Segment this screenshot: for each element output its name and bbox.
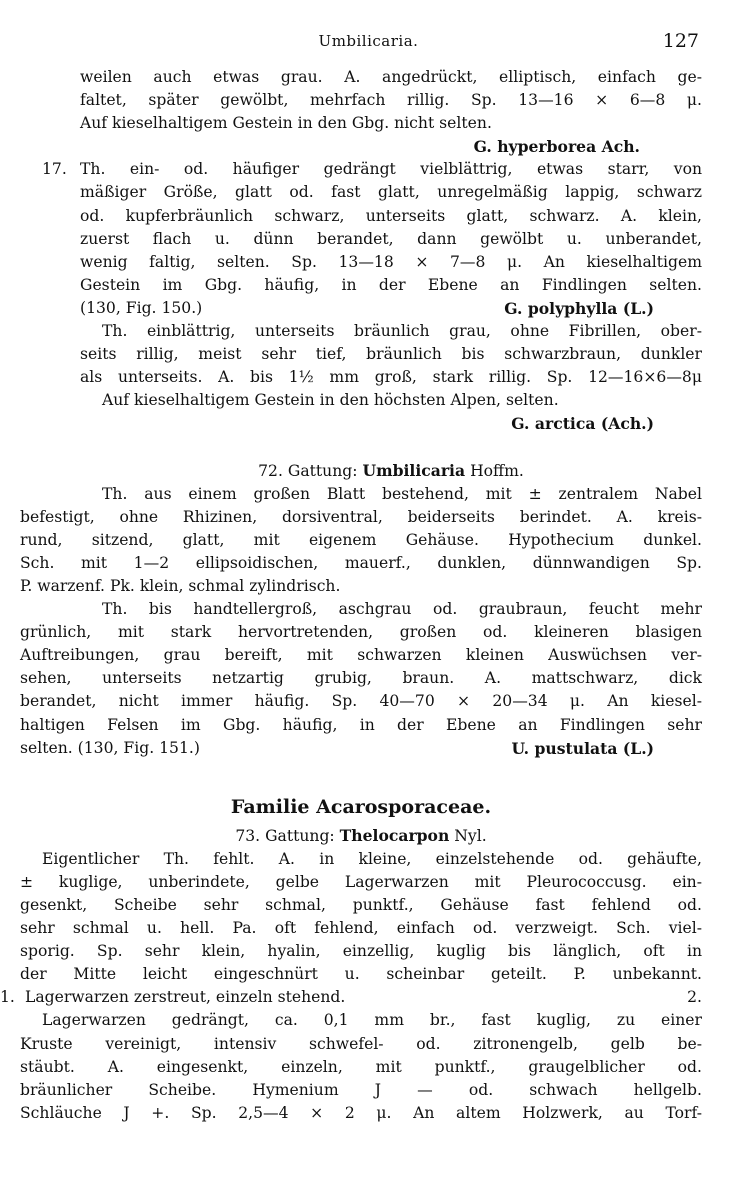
text-line: stäubt. A. eingesenkt, einzeln, mit punktf., graugelblicher od.: [20, 1057, 702, 1076]
text-line: od. kupferbräunlich schwarz, unterseits glatt, schwarz. A. klein,: [80, 206, 702, 225]
genus-heading: [80, 459, 702, 483]
text-line: mäßiger Größe, glatt od. fast glatt, unregelmäßig lappig, schwarz: [80, 183, 702, 202]
text-line: Auf kieselhaltigem Gestein in den Gbg. nicht selten.: [80, 114, 492, 133]
text-line: Th. bis handtellergroß, aschgrau od. graubraun, feucht mehr: [102, 600, 702, 619]
text-line: der Mitte leicht eingeschnürt u. scheinbar geteilt. P. unbekannt.: [20, 965, 702, 984]
text-line: wenig faltig, selten. Sp. 13—18 × 7—8 μ. An kieselhaltigem: [80, 252, 702, 271]
text-line: sehen, unterseits netzartig grubig, braun. A. mattschwarz, dick: [20, 669, 702, 688]
reference-line: [80, 297, 702, 320]
species-name: G. arctica (Ach.): [511, 414, 654, 434]
species-name: U. pustulata (L.): [511, 738, 654, 758]
figure-reference: (130, Fig. 150.): [80, 298, 203, 317]
text-line: bräunlicher Scheibe. Hymenium J — od. schwach hellgelb.: [20, 1080, 702, 1099]
text-line: sporig. Sp. sehr klein, hyalin, einzellig, kuglig bis länglich, oft in: [20, 942, 702, 961]
text-line: Th. einblättrig, unterseits bräunlich grau, ohne Fibrillen, ober-: [102, 322, 702, 341]
text-line: berandet, nicht immer häufig. Sp. 40—70 × 20—34 μ. An kiesel-: [20, 692, 702, 711]
key-target: 2.: [687, 988, 702, 1007]
text-line: grünlich, mit stark hervortretenden, großen od. kleineren blasigen: [20, 623, 702, 642]
reference-line: [20, 737, 702, 760]
text-line: Lagerwarzen gedrängt, ca. 0,1 mm br., fast kuglig, zu einer: [42, 1011, 702, 1030]
genus-author: Nyl.: [454, 826, 487, 845]
genus-author: Hoffm.: [470, 461, 524, 480]
text-line: seits rillig, meist sehr tief, bräunlich bis schwarzbraun, dunkler: [80, 345, 702, 364]
text-line: Lagerwarzen zerstreut, einzeln stehend.: [24, 988, 346, 1007]
key-number: 1.: [0, 988, 15, 1007]
text-line: Schläuche J +. Sp. 2,5—4 × 2 μ. An altem Holzwerk, au Torf-: [20, 1103, 702, 1122]
text-line: rund, sitzend, glatt, mit eigenem Gehäuse. Hypothecium dunkel.: [20, 530, 702, 549]
page-number: 127: [662, 30, 699, 52]
spacer: [80, 436, 702, 459]
key-item: [42, 158, 702, 181]
spacer: [80, 760, 702, 788]
text-line: als unterseits. A. bis 1½ mm groß, stark rillig. Sp. 12—16×6—8μ: [80, 368, 702, 387]
genus-label: 73. Gattung:: [235, 826, 335, 845]
text-line: gesenkt, Scheibe sehr schmal, punktf., Gehäuse fast fehlend od.: [20, 896, 702, 914]
text-line: Auf kieselhaltigem Gestein in den höchsten Alpen, selten.: [102, 391, 559, 410]
text-line: Th. aus einem großen Blatt bestehend, mit ± zentralem Nabel: [102, 484, 702, 503]
text-line: Th. ein- od. häufiger gedrängt vielblättrig, etwas starr, von: [80, 160, 702, 179]
genus-name: Thelocarpon: [339, 825, 450, 845]
page-body: [0, 66, 702, 1125]
running-title: Umbilicaria.: [318, 32, 419, 50]
text-line: ± kuglige, unberindete, gelbe Lagerwarzen mit Pleurococcusg. ein-: [20, 872, 702, 891]
species-name: G. polyphylla (L.): [504, 298, 654, 318]
text-line: Kruste vereinigt, intensiv schwefel- od. zitronengelb, gelb be-: [20, 1034, 702, 1053]
key-item: [0, 986, 702, 1009]
text-line: selten. (130, Fig. 151.): [20, 738, 200, 757]
text-line: P. warzenf. Pk. klein, schmal zylindrisch.: [20, 576, 341, 595]
page-header: [0, 30, 737, 56]
species-name: G. hyperborea Ach.: [473, 137, 640, 157]
text-line: befestigt, ohne Rhizinen, dorsiventral, beiderseits berindet. A. kreis-: [20, 507, 702, 526]
genus-name: Umbilicaria: [362, 460, 466, 480]
text-line: sehr schmal u. hell. Pa. oft fehlend, einfach od. verzweigt. Sch. viel-: [20, 919, 702, 938]
text-line: zuerst flach u. dünn berandet, dann gewölbt u. unberandet,: [80, 229, 702, 248]
text-line: Sch. mit 1—2 ellipsoidischen, mauerf., dunklen, dünnwandigen Sp.: [20, 553, 702, 572]
text-line: Auftreibungen, grau bereift, mit schwarzen kleinen Auswüchsen ver-: [20, 646, 702, 665]
genus-label: 72. Gattung:: [258, 461, 358, 480]
key-number: 17.: [42, 160, 67, 179]
text-line: weilen auch etwas grau. A. angedrückt, elliptisch, einfach ge-: [80, 68, 702, 86]
text-line: faltet, später gewölbt, mehrfach rillig. Sp. 13—16 × 6—8 μ.: [80, 91, 702, 110]
family-heading: Familie Acarosporaceae.: [230, 795, 492, 818]
text-line: Gestein im Gbg. häufig, in der Ebene an Findlingen selten.: [80, 275, 702, 294]
text-line: Eigentlicher Th. fehlt. A. in kleine, einzelstehende od. gehäufte,: [42, 849, 702, 868]
text-line: haltigen Felsen im Gbg. häufig, in der Ebene an Findlingen sehr: [20, 715, 702, 734]
genus-heading: [20, 824, 702, 848]
